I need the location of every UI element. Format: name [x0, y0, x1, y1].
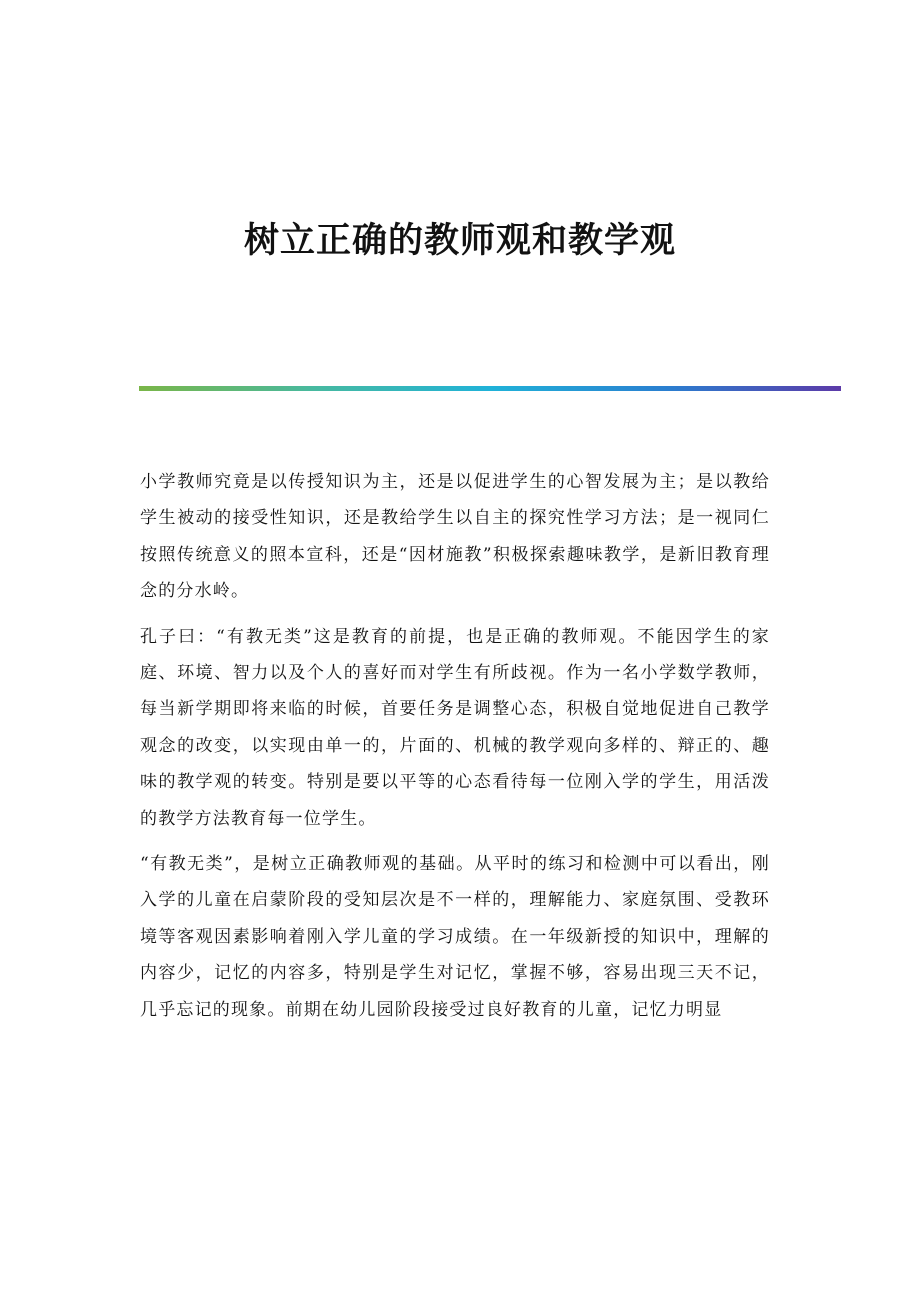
paragraph: 小学教师究竟是以传授知识为主，还是以促进学生的心智发展为主；是以教给学生被动的接受性知识，还是教给学生以自主的探究性学习方法；是一视同仁按照传统意义的照本宣科，还是“因材施教”积极探索趣味教学，是新旧教育理念的分水岭。	[140, 472, 770, 602]
paragraph: 孔子曰：“有教无类”这是教育的前提，也是正确的教师观。不能因学生的家庭、环境、智力以及个人的喜好而对学生有所歧视。作为一名小学数学教师，每当新学期即将来临的时候，首要任务是调整心态，积极自觉地促进自己教学观念的改变，以实现由单一的，片面的、机械的教学观向多样的、辩正的、趣味的教学观的转变。特别是要以平等的心态看待每一位刚入学的学生，用活泼的教学方法教育每一位学生。	[140, 626, 770, 829]
paragraph: “有教无类”，是树立正确教师观的基础。从平时的练习和检测中可以看出，刚入学的儿童在启蒙阶段的受知层次是不一样的，理解能力、家庭氛围、受教环境等客观因素影响着刚入学儿童的学习成绩。在一年级新授的知识中，理解的内容少，记忆的内容多，特别是学生对记忆，掌握不够，容易出现三天不记，几乎忘记的现象。前期在幼儿园阶段接受过良好教育的儿童，记忆力明显	[140, 854, 770, 1020]
title-divider	[139, 386, 841, 391]
document-body	[140, 464, 770, 1037]
document-title: 树立正确的教师观和教学观	[243, 220, 676, 261]
